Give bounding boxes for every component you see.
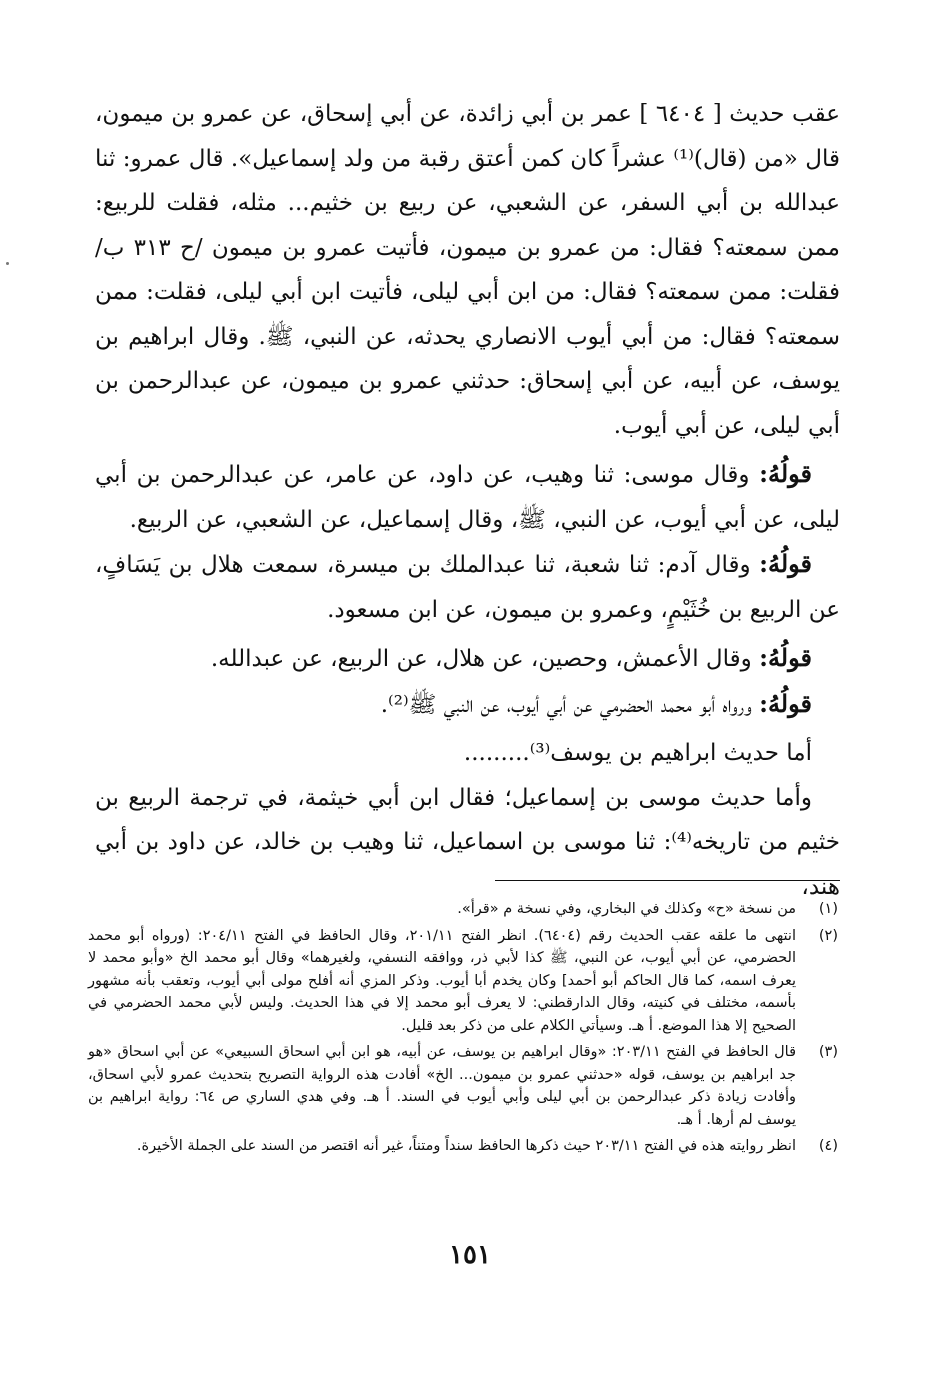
paragraph-7: [95, 776, 840, 910]
footnote-number: (٤): [818, 1138, 838, 1154]
footnote-number: (١): [818, 901, 838, 917]
footnote-number: (٣): [818, 1044, 838, 1060]
main-text: [95, 92, 840, 909]
footnote: [88, 925, 838, 1038]
footnote-separator: [495, 880, 840, 881]
paragraph-6: [95, 731, 840, 776]
paragraph-2: [95, 452, 840, 542]
footnote-text: قال الحافظ في الفتح ٢٠٣/١١: «وقال ابراهيم بن يوسف، عن أبيه، هو ابن أبي اسحاق السبيعي» عن أبي اسحاق «هو جد ابراهيم بن يوسف، قوله «حدثني عمرو بن ميمون... الخ» أفادت هذه الرواية التصريح بتحديث عمرو لأبي اسحاق، وأفادت زيادة ذكر عبدالرحمن بن أبي ليلى وأبي أيوب في السند. أ هـ. وفي هدي الساري ص ٦٤: رواية ابراهيم بن يوسف لم أرها. أ هـ.: [88, 1044, 796, 1128]
paragraph-label: قولُهُ:: [759, 549, 813, 578]
paragraph-text: وقال الأعمش، وحصين، عن هلال، عن الربيع، عن عبدالله.: [210, 646, 752, 672]
scan-speck: [6, 262, 9, 265]
footnote: [88, 1135, 838, 1158]
paragraph-text: وقال آدم: ثنا شعبة، ثنا عبدالملك بن ميسرة، سمعت هلال بن يَسَافٍ، عن الربيع بن خُثَيْمٍ، وعمرو بن ميمون، عن ابن مسعود.: [95, 552, 840, 623]
paragraph-4: [95, 636, 840, 682]
footnote-number: (٢): [818, 927, 838, 944]
footnote: [88, 898, 838, 921]
paragraph-3: [95, 542, 840, 632]
paragraph-text: ورواه أبو محمد الحضرمي عن أبي أيوب، عن النبي ﷺ⁽²⁾.: [380, 691, 752, 718]
page-number: ١٥١: [449, 1240, 491, 1270]
paragraph-text: وقال موسى: ثنا وهيب، عن داود، عن عامر، عن عبدالرحمن بن أبي ليلى، عن أبي أيوب، عن النبي، ﷺ، وقال إسماعيل، عن الشعبي، عن الربيع.: [95, 462, 840, 533]
paragraph-5: [95, 682, 840, 728]
paragraph-label: قولُهُ:: [759, 688, 812, 718]
footnote-text: من نسخة «ح» وكذلك في البخاري، وفي نسخة م «قرأ».: [457, 901, 796, 917]
footnote: [88, 1041, 838, 1131]
footnote-text: انتهى ما علقه عقب الحديث رقم (٦٤٠٤). انظر الفتح ٢٠١/١١، وقال الحافظ في الفتح ٢٠٤/١١: (ورواه أبو محمد الحضرمي، عن أبي أيوب، عن النبي، ﷺ كذا لأبي ذر، ووافقه النسفي، ولغيرهما» وقال أبو محمد الخ «وأبو محمد لا يعرف اسمه، كما قال الحاكم أبو أحمد] وكان يخدم أبا أيوب. وذكر المزي أنه أفلح مولى أبي أيوب، وتعقب بأنه مشهور بأسمه، مختلف في كنيته، وقال الدارقطني: لا يعرف أبو محمد إلا في هذا الحديث. وليس لأبي محمد الحضرمي في الصحيح إلا هذا الموضع. أ هـ. وسيأتي الكلام على من ذكر بعد قليل.: [88, 927, 796, 1034]
paragraph-text: أما حديث ابراهيم بن يوسف⁽³⁾.........: [463, 740, 812, 766]
paragraph-label: قولُهُ:: [759, 643, 812, 672]
paragraph-text: عقب حديث [ ٦٤٠٤ ] عمر بن أبي زائدة، عن أبي إسحاق، عن عمرو بن ميمون، قال «من (قال)⁽¹⁾ عشراً كان كمن أعتق رقبة من ولد إسماعيل». قال عمرو: ثنا عبدالله بن أبي السفر، عن الشعبي، عن ربيع بن خثيم... مثله، فقلت للربيع: ممن سمعته؟ فقال: من عمرو بن ميمون، فأتيت عمرو بن ميمون /ح ٣١٣ ب/ فقلت: ممن سمعته؟ فقال: من ابن أبي ليلى، فأتيت ابن أبي ليلى، فقلت: ممن سمعته؟ فقال: من أبي أيوب الانصاري يحدثه، عن النبي، ﷺ. وقال ابراهيم بن يوسف، عن أبيه، عن أبي إسحاق: حدثني عمرو بن ميمون، عن عبدالرحمن بن أبي ليلى، عن أبي أيوب.: [95, 101, 840, 439]
footnote-text: انظر روايته هذه في الفتح ٢٠٣/١١ حيث ذكرها الحافظ سنداً ومتناً، غير أنه اقتصر من السند على الجملة الأخيرة.: [136, 1138, 796, 1154]
paragraph-text: وأما حديث موسى بن إسماعيل؛ فقال ابن أبي خيثمة، في ترجمة الربيع بن خثيم من تاريخه⁽⁴⁾: ثنا موسى بن اسماعيل، ثنا وهيب بن خالد، عن داود بن أبي هند،: [95, 784, 840, 900]
paragraph-label: قولُهُ:: [759, 459, 813, 488]
paragraph-1: [95, 92, 840, 448]
footnotes: [88, 898, 838, 1162]
